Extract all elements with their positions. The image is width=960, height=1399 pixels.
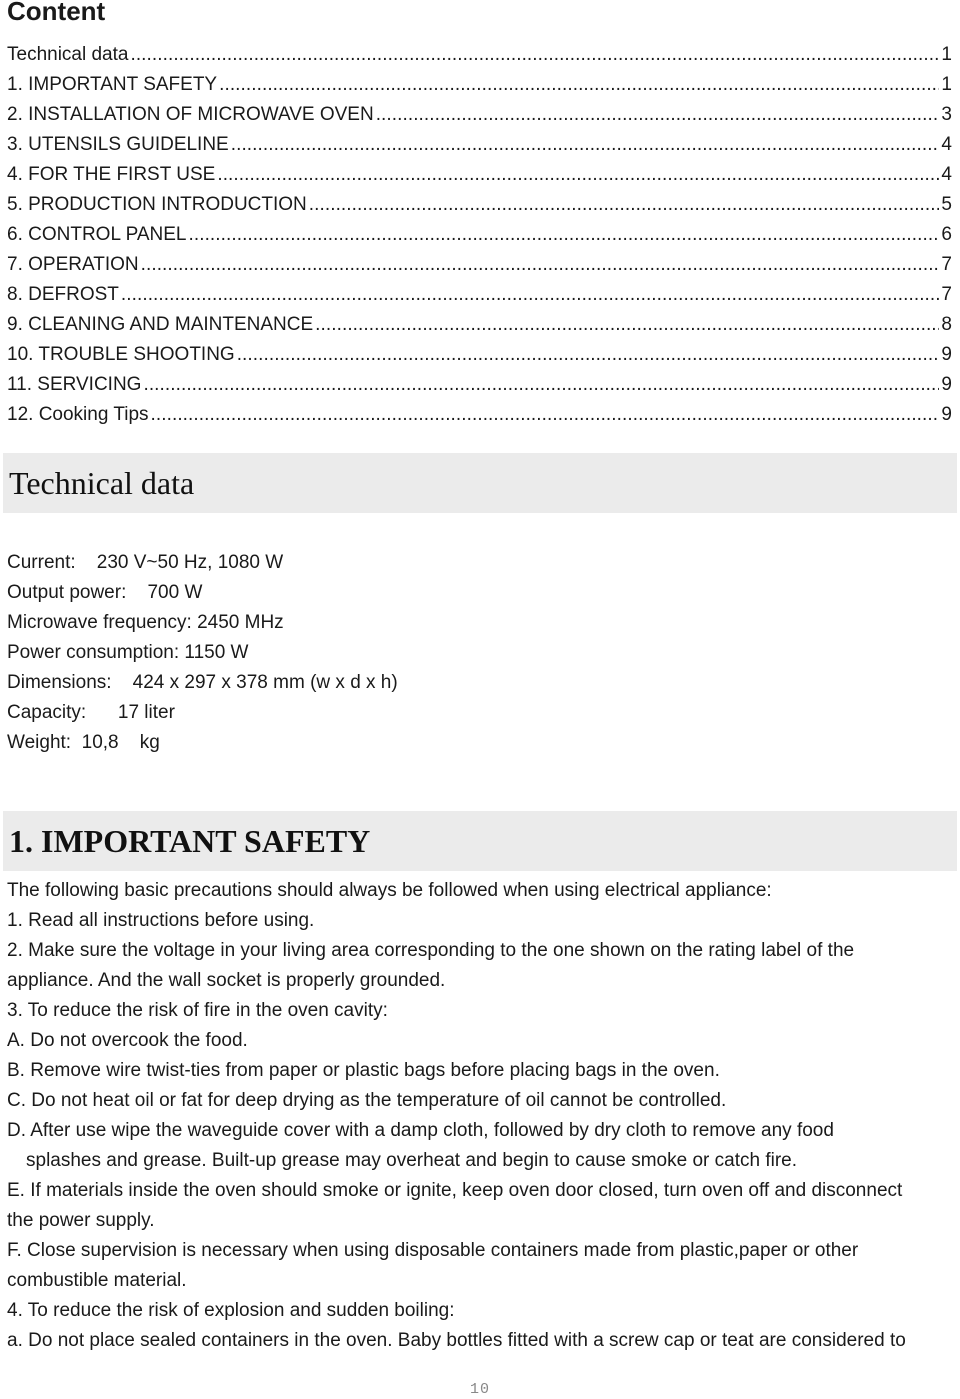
toc-entry[interactable] bbox=[7, 70, 952, 100]
toc-entry[interactable] bbox=[7, 340, 952, 370]
safety-line: D. After use wipe the waveguide cover with a damp cloth, followed by dry cloth to remove any food bbox=[7, 1120, 834, 1141]
toc-leader-dots bbox=[231, 130, 940, 160]
safety-line: appliance. And the wall socket is properly grounded. bbox=[7, 970, 446, 991]
toc-entry[interactable] bbox=[7, 100, 952, 130]
toc-entry[interactable] bbox=[7, 400, 952, 430]
safety-text bbox=[7, 876, 957, 1356]
safety-line: B. Remove wire twist-ties from paper or plastic bags before placing bags in the oven. bbox=[7, 1060, 720, 1081]
toc-entry-label: 12. Cooking Tips bbox=[7, 404, 149, 425]
spec-line: Weight: 10,8 kg bbox=[7, 732, 160, 753]
toc-entry-label: 6. CONTROL PANEL bbox=[7, 224, 187, 245]
toc-entry-page: 6 bbox=[941, 224, 952, 245]
toc-entry-page: 9 bbox=[941, 344, 952, 365]
spec-line: Current: 230 V~50 Hz, 1080 W bbox=[7, 552, 284, 573]
toc-entry-page: 3 bbox=[941, 104, 952, 125]
technical-data-heading: Technical data bbox=[9, 465, 195, 501]
toc-entry-label: 5. PRODUCTION INTRODUCTION bbox=[7, 194, 307, 215]
spec-line: Dimensions: 424 x 297 x 378 mm (w x d x h) bbox=[7, 672, 398, 693]
toc-entry[interactable] bbox=[7, 40, 952, 70]
toc-leader-dots bbox=[237, 340, 940, 370]
toc-entry[interactable] bbox=[7, 250, 952, 280]
toc-entry-page: 1 bbox=[941, 44, 952, 65]
toc-leader-dots bbox=[315, 310, 939, 340]
safety-heading: 1. IMPORTANT SAFETY bbox=[9, 823, 371, 859]
toc-leader-dots bbox=[189, 220, 940, 250]
toc-entry-page: 9 bbox=[941, 404, 952, 425]
safety-line: A. Do not overcook the food. bbox=[7, 1030, 248, 1051]
toc-entry-label: 10. TROUBLE SHOOTING bbox=[7, 344, 235, 365]
spec-line: Capacity: 17 liter bbox=[7, 702, 175, 723]
toc-entry-label: 7. OPERATION bbox=[7, 254, 139, 275]
safety-line: splashes and grease. Built-up grease may overheat and begin to cause smoke or catch fire. bbox=[26, 1150, 797, 1171]
page-number: 10 bbox=[469, 1381, 490, 1398]
toc-leader-dots bbox=[376, 100, 940, 130]
safety-line: The following basic precautions should always be followed when using electrical appliance: bbox=[7, 880, 772, 901]
toc-entry[interactable] bbox=[7, 280, 952, 310]
toc-entry-page: 7 bbox=[941, 284, 952, 305]
toc-leader-dots bbox=[143, 370, 939, 400]
toc-entry-label: 11. SERVICING bbox=[7, 374, 142, 395]
toc-entry-page: 5 bbox=[941, 194, 952, 215]
safety-line: 2. Make sure the voltage in your living area corresponding to the one shown on the rating label of the bbox=[7, 940, 855, 961]
safety-line: 4. To reduce the risk of explosion and sudden boiling: bbox=[7, 1300, 455, 1321]
spec-line: Microwave frequency: 2450 MHz bbox=[7, 612, 284, 633]
toc-entry-label: 1. IMPORTANT SAFETY bbox=[7, 74, 218, 95]
toc-leader-dots bbox=[219, 70, 939, 100]
safety-line: the power supply. bbox=[7, 1210, 155, 1231]
toc-entry-label: 2. INSTALLATION OF MICROWAVE OVEN bbox=[7, 104, 374, 125]
toc-entry-label: 9. CLEANING AND MAINTENANCE bbox=[7, 314, 314, 335]
technical-specs-list bbox=[7, 548, 398, 758]
toc-entry-page: 8 bbox=[941, 314, 952, 335]
toc-entry-page: 1 bbox=[941, 74, 952, 95]
safety-banner bbox=[3, 811, 957, 871]
toc-leader-dots bbox=[309, 190, 940, 220]
toc-entry[interactable] bbox=[7, 370, 952, 400]
toc-leader-dots bbox=[151, 400, 940, 430]
toc-entry-label: 4. FOR THE FIRST USE bbox=[7, 164, 216, 185]
toc-entry-page: 4 bbox=[941, 134, 952, 155]
toc-entry-page: 9 bbox=[941, 374, 952, 395]
toc-entry[interactable] bbox=[7, 220, 952, 250]
toc-entry-label: 3. UTENSILS GUIDELINE bbox=[7, 134, 229, 155]
toc-leader-dots bbox=[217, 160, 939, 190]
toc-entry[interactable] bbox=[7, 310, 952, 340]
spec-line: Power consumption: 1150 W bbox=[7, 642, 249, 663]
toc-leader-dots bbox=[130, 40, 939, 70]
content-heading: Content bbox=[7, 0, 106, 26]
toc-entry-label: Technical data bbox=[7, 44, 129, 65]
safety-line: 1. Read all instructions before using. bbox=[7, 910, 315, 931]
table-of-contents bbox=[7, 40, 952, 430]
safety-line: 3. To reduce the risk of fire in the oven cavity: bbox=[7, 1000, 388, 1021]
technical-data-banner bbox=[3, 453, 957, 513]
toc-leader-dots bbox=[121, 280, 940, 310]
toc-entry[interactable] bbox=[7, 130, 952, 160]
spec-line: Output power: 700 W bbox=[7, 582, 203, 603]
toc-entry-page: 4 bbox=[941, 164, 952, 185]
safety-line: combustible material. bbox=[7, 1270, 187, 1291]
toc-entry-page: 7 bbox=[941, 254, 952, 275]
toc-leader-dots bbox=[141, 250, 940, 280]
safety-line: C. Do not heat oil or fat for deep drying as the temperature of oil cannot be controlled. bbox=[7, 1090, 727, 1111]
toc-entry[interactable] bbox=[7, 160, 952, 190]
toc-entry-label: 8. DEFROST bbox=[7, 284, 119, 305]
safety-line: E. If materials inside the oven should smoke or ignite, keep oven door closed, turn oven off and disconnect bbox=[7, 1180, 903, 1201]
safety-line: a. Do not place sealed containers in the oven. Baby bottles fitted with a screw cap or teat are considered to bbox=[7, 1330, 906, 1351]
safety-line: F. Close supervision is necessary when using disposable containers made from plastic,paper or other bbox=[7, 1240, 859, 1261]
toc-entry[interactable] bbox=[7, 190, 952, 220]
